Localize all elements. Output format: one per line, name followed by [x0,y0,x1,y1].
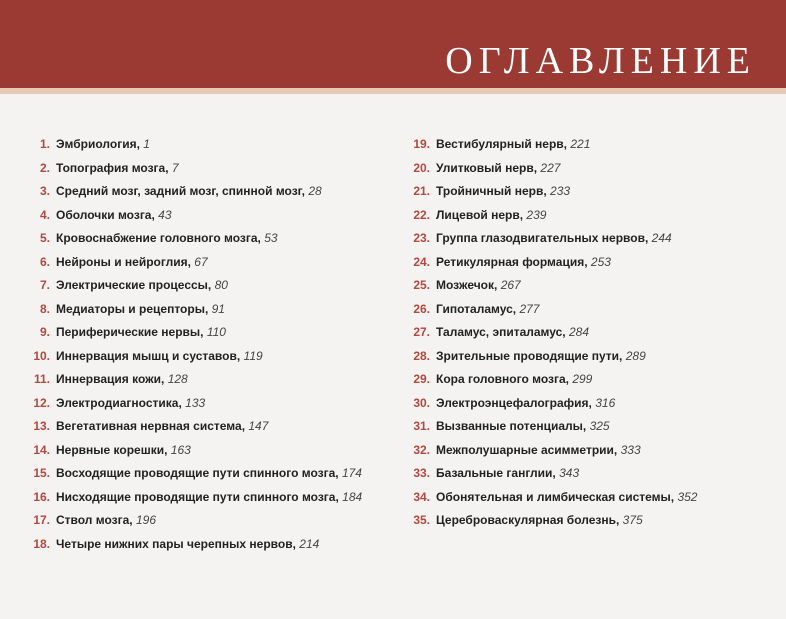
toc-item-number: 6. [39,254,50,269]
toc-item-page: 214 [299,536,320,551]
toc-item-number: 24. [413,254,430,269]
toc-item-title: Иннервация мышц и суставов, [56,348,241,363]
toc-item-page: 343 [559,466,580,480]
toc-item-page: 91 [211,301,225,316]
toc-item-page: 316 [595,395,616,410]
toc-item-number: 21. [413,184,430,198]
toc-item [400,415,697,439]
toc-item-number: 4. [39,207,50,222]
toc-item-number: 22. [413,207,430,222]
toc-item [20,486,362,510]
toc-item-title: Четыре нижних пары черепных нервов, [56,536,296,551]
toc-item-page: 325 [589,419,610,433]
toc-item-page: 163 [170,442,191,457]
toc-item-page: 253 [590,254,611,269]
toc-item-title: Цереброваскулярная болезнь, [436,513,620,527]
toc-item [400,368,697,392]
toc-item-page: 333 [620,442,641,457]
toc-item [400,486,697,510]
toc-item-title: Средний мозг, задний мозг, спинной мозг, [56,184,305,198]
toc-item-number: 15. [33,466,50,480]
toc-item-title: Нейроны и нейроглия, [56,254,191,269]
toc-item-number: 5. [39,231,50,245]
toc-item-number: 30. [413,395,430,410]
toc-item-title: Оболочки мозга, [56,207,155,222]
toc-item-page: 53 [264,231,278,245]
toc-item [20,439,362,463]
toc-item-page: 352 [677,489,698,504]
header-banner [0,0,786,88]
toc-item-number: 10. [33,348,50,363]
toc-item-number: 14. [33,442,50,457]
toc-item [400,345,697,369]
page-title: ОГЛАВЛЕНИЕ [445,40,756,82]
toc-item-page: 375 [622,513,643,527]
toc-item [400,251,697,275]
toc-item-title: Медиаторы и рецепторы, [56,301,209,316]
toc-item [20,368,362,392]
toc-item-page: 196 [135,513,156,527]
toc-item-number: 26. [413,301,430,316]
toc-item-page: 277 [519,301,540,316]
toc-item-number: 18. [33,536,50,551]
toc-item-number: 11. [33,372,50,386]
toc-item-page: 128 [167,372,188,386]
toc-item-page: 133 [185,395,206,410]
toc-item [20,204,362,228]
toc-item-page: 227 [540,160,561,175]
toc-item-page: 1 [143,137,150,151]
toc-item-title: Нисходящие проводящие пути спинного мозга, [56,489,339,504]
toc-item-page: 221 [570,137,591,151]
toc-item-title: Электродиагностика, [56,395,182,410]
toc-item [20,133,362,157]
toc-item [400,157,697,181]
toc-item-number: 12. [33,395,50,410]
toc-item-number: 27. [413,325,430,339]
toc-item-title: Кровоснабжение головного мозга, [56,231,261,245]
toc-item-page: 299 [572,372,593,386]
toc-item-title: Электроэнцефалография, [436,395,592,410]
toc-item-page: 43 [158,207,172,222]
toc-item [400,321,697,345]
toc-item-title: Кора головного мозга, [436,372,569,386]
toc-item-title: Обонятельная и лимбическая системы, [436,489,675,504]
toc-item-page: 244 [651,231,672,245]
toc-item-title: Иннервация кожи, [56,372,165,386]
toc-item-title: Периферические нервы, [56,325,204,339]
toc-item-number: 1. [39,137,50,151]
toc-item [400,227,697,251]
toc-item [20,274,362,298]
toc-column-right [400,133,697,533]
toc-item-title: Мозжечок, [436,278,498,292]
toc-item-title: Вегетативная нервная система, [56,419,246,433]
toc-item-page: 28 [308,184,322,198]
toc-item-title: Лицевой нерв, [436,207,524,222]
toc-item-number: 2. [39,160,50,175]
toc-item-page: 80 [214,278,228,292]
toc-item-title: Электрические процессы, [56,278,212,292]
toc-item-number: 17. [33,513,50,527]
toc-item-number: 31. [413,419,430,433]
toc-item [400,204,697,228]
toc-item-number: 8. [39,301,50,316]
toc-item-number: 25. [413,278,430,292]
toc-item [400,274,697,298]
toc-item [400,298,697,322]
toc-item [400,439,697,463]
toc-item-number: 7. [39,278,50,292]
header-band [0,88,786,94]
toc-item-number: 13. [33,419,50,433]
toc-item-page: 67 [194,254,208,269]
toc-item-title: Восходящие проводящие пути спинного мозга, [56,466,339,480]
toc-item-title: Межполушарные асимметрии, [436,442,618,457]
toc-item-page: 7 [171,160,179,175]
toc-item-number: 29. [413,372,430,386]
toc-item-page: 233 [550,184,571,198]
toc-item [20,180,362,204]
toc-item [20,533,362,557]
toc-item-page: 174 [341,466,362,480]
toc-item-title: Топография мозга, [56,160,169,175]
toc-item-title: Вызванные потенциалы, [436,419,587,433]
toc-item-title: Зрительные проводящие пути, [436,348,623,363]
toc-item-page: 239 [526,207,547,222]
toc-item [400,392,697,416]
toc-item [20,298,362,322]
toc-item-number: 34. [413,489,430,504]
toc-item-number: 23. [413,231,430,245]
toc-item-number: 35. [413,513,430,527]
toc-item-title: Таламус, эпиталамус, [436,325,566,339]
toc-item [20,509,362,533]
toc-item-title: Базальные ганглии, [436,466,556,480]
toc-item-title: Улитковый нерв, [436,160,538,175]
toc-item-title: Гипоталамус, [436,301,517,316]
toc-item [20,251,362,275]
toc-item [20,345,362,369]
toc-item-title: Тройничный нерв, [436,184,547,198]
toc-item-number: 33. [413,466,430,480]
toc-item [400,462,697,486]
toc-item-page: 110 [206,325,226,339]
toc-column-left [20,133,362,556]
toc-item [20,462,362,486]
toc-item-number: 16. [33,489,50,504]
toc-item [20,227,362,251]
toc-item [400,180,697,204]
toc-item-page: 147 [248,419,269,433]
toc-item-number: 3. [39,184,50,198]
toc-item-number: 28. [413,348,430,363]
toc-item-title: Эмбриология, [56,137,140,151]
toc-item-title: Нервные корешки, [56,442,168,457]
toc-item-title: Ретикулярная формация, [436,254,588,269]
toc-item-title: Вестибулярный нерв, [436,137,568,151]
toc-item-page: 289 [625,348,646,363]
toc-item [20,157,362,181]
toc-item [400,133,697,157]
toc-item-number: 32. [413,442,430,457]
toc-item-number: 20. [413,160,430,175]
toc-item-title: Ствол мозга, [56,513,133,527]
toc-item-number: 19. [413,137,430,151]
toc-item [20,321,362,345]
toc-item-number: 9. [39,325,50,339]
toc-item [20,392,362,416]
toc-item-page: 184 [342,489,363,504]
toc-item [20,415,362,439]
toc-item-title: Группа глазодвигательных нервов, [436,231,649,245]
toc-item-page: 119 [243,348,263,363]
toc-item [400,509,697,533]
toc-item-page: 267 [500,278,521,292]
toc-item-page: 284 [568,325,590,339]
